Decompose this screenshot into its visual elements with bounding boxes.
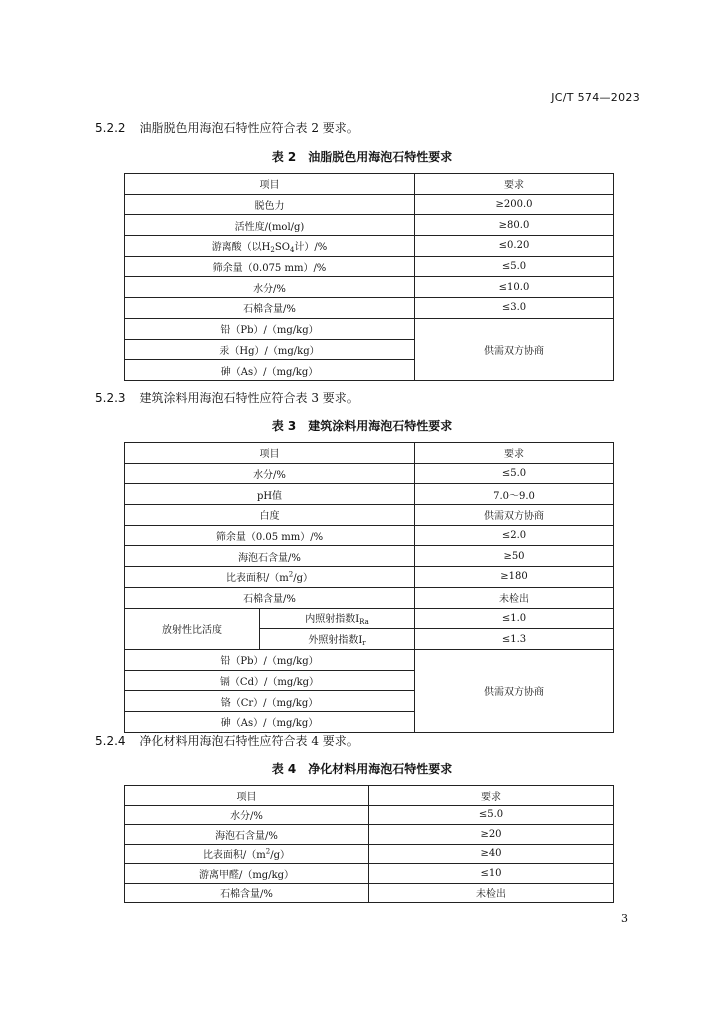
row-item: 砷（As）/（mg/kg） — [125, 711, 415, 732]
table-row — [125, 805, 614, 825]
header-item: 项目 — [125, 786, 369, 806]
row-requirement: ≤5.0 — [415, 256, 614, 277]
row-requirement: ≤2.0 — [415, 525, 614, 546]
table-row — [125, 236, 614, 257]
row-item: 脱色力 — [125, 194, 415, 215]
row-item: 镉（Cd）/（mg/kg） — [125, 670, 415, 691]
table-row — [125, 298, 614, 319]
table-row — [125, 277, 614, 298]
radioactivity-label: 放射性比活度 — [125, 608, 260, 649]
table-header-row — [125, 786, 614, 806]
clause-5-2-2 — [95, 119, 359, 136]
clause-5-2-4 — [95, 732, 359, 749]
row-item: 铬（Cr）/（mg/kg） — [125, 691, 415, 712]
table-title: 建筑涂料用海泡石特性要求 — [308, 419, 453, 433]
header-item: 项目 — [125, 174, 415, 195]
row-item: 筛余量（0.05 mm）/% — [125, 525, 415, 546]
clause-number: 5.2.2 — [95, 121, 126, 135]
table-row — [125, 587, 614, 608]
row-requirement: 未检出 — [415, 587, 614, 608]
table-row — [125, 883, 614, 903]
clause-5-2-3 — [95, 389, 359, 406]
row-item: 水分/% — [125, 277, 415, 298]
table-number: 表 3 — [271, 419, 297, 433]
row-item: 石棉含量/% — [125, 587, 415, 608]
clause-number: 5.2.3 — [95, 391, 126, 405]
table-row — [125, 463, 614, 484]
table-row — [125, 567, 614, 588]
row-requirement: 未检出 — [369, 883, 614, 903]
row-item: 游离甲醛/（mg/kg） — [125, 864, 369, 884]
row-requirement: ≥180 — [415, 567, 614, 588]
table-row — [125, 194, 614, 215]
header-requirement: 要求 — [415, 174, 614, 195]
row-requirement: ≥80.0 — [415, 215, 614, 236]
row-item: 水分/% — [125, 805, 369, 825]
table-row — [125, 318, 614, 339]
row-item: pH值 — [125, 484, 415, 505]
row-item: 石棉含量/% — [125, 883, 369, 903]
row-item: 游离酸（以$H_2SO_4$计）/% — [125, 236, 415, 257]
row-requirement: ≥20 — [369, 825, 614, 845]
header-requirement: 要求 — [369, 786, 614, 806]
row-item: 石棉含量/% — [125, 298, 415, 319]
row-requirement: ≤10 — [369, 864, 614, 884]
table-row — [125, 546, 614, 567]
row-item: 砷（As）/（mg/kg） — [125, 360, 415, 381]
table-number: 表 2 — [271, 150, 297, 164]
row-item: 比表面积$/(m^2/g)$ — [125, 844, 369, 864]
row-requirement: ≥200.0 — [415, 194, 614, 215]
table-row — [125, 649, 614, 670]
table-4 — [124, 785, 614, 903]
clause-number: 5.2.4 — [95, 734, 126, 748]
row-item: 海泡石含量/% — [125, 825, 369, 845]
table-row — [125, 525, 614, 546]
table-number: 表 4 — [271, 762, 297, 776]
row-item: 汞（Hg）/（mg/kg） — [125, 339, 415, 360]
table-4-caption — [0, 760, 724, 777]
row-requirement: ≤5.0 — [415, 463, 614, 484]
merged-requirement: 供需双方协商 — [415, 649, 614, 732]
row-item: 铅（Pb）/（mg/kg） — [125, 649, 415, 670]
clause-text: 建筑涂料用海泡石特性应符合表 3 要求。 — [139, 391, 359, 405]
standard-code: JC/T 574—2023 — [551, 91, 640, 104]
row-requirement: ≤0.20 — [415, 236, 614, 257]
clause-text: 净化材料用海泡石特性应符合表 4 要求。 — [139, 734, 359, 748]
row-item: 白度 — [125, 505, 415, 526]
row-requirement: ≤5.0 — [369, 805, 614, 825]
table-row — [125, 256, 614, 277]
clause-text: 油脂脱色用海泡石特性应符合表 2 要求。 — [139, 121, 359, 135]
row-item: 铅（Pb）/（mg/kg） — [125, 318, 415, 339]
row-item: 比表面积$/(m^2/g)$ — [125, 567, 415, 588]
row-requirement: ≤3.0 — [415, 298, 614, 319]
row-requirement: 供需双方协商 — [415, 505, 614, 526]
table-row — [125, 864, 614, 884]
table-title: 油脂脱色用海泡石特性要求 — [308, 150, 453, 164]
row-requirement: ≥40 — [369, 844, 614, 864]
row-requirement: ≥50 — [415, 546, 614, 567]
row-item: 筛余量（0.075 mm）/% — [125, 256, 415, 277]
row-item: 外照射指数$I_r$ — [260, 629, 415, 650]
row-requirement: 7.0～9.0 — [415, 484, 614, 505]
table-title: 净化材料用海泡石特性要求 — [308, 762, 453, 776]
page-number: 3 — [621, 912, 628, 925]
row-requirement: ≤1.3 — [415, 629, 614, 650]
table-3-caption — [0, 417, 724, 434]
table-row — [125, 505, 614, 526]
table-2 — [124, 173, 614, 381]
header-item: 项目 — [125, 443, 415, 464]
row-item: 内照射指数$I_{Ra}$ — [260, 608, 415, 629]
row-requirement: ≤10.0 — [415, 277, 614, 298]
table-row — [125, 484, 614, 505]
row-requirement: ≤1.0 — [415, 608, 614, 629]
table-row — [125, 215, 614, 236]
row-item: 水分/% — [125, 463, 415, 484]
table-header-row — [125, 443, 614, 464]
table-2-caption — [0, 148, 724, 165]
table-header-row — [125, 174, 614, 195]
merged-requirement: 供需双方协商 — [415, 318, 614, 380]
table-3 — [124, 442, 614, 733]
table-row — [125, 825, 614, 845]
row-item: 海泡石含量/% — [125, 546, 415, 567]
header-requirement: 要求 — [415, 443, 614, 464]
table-row — [125, 608, 614, 629]
table-row — [125, 844, 614, 864]
row-item: 活性度/(mol/g) — [125, 215, 415, 236]
